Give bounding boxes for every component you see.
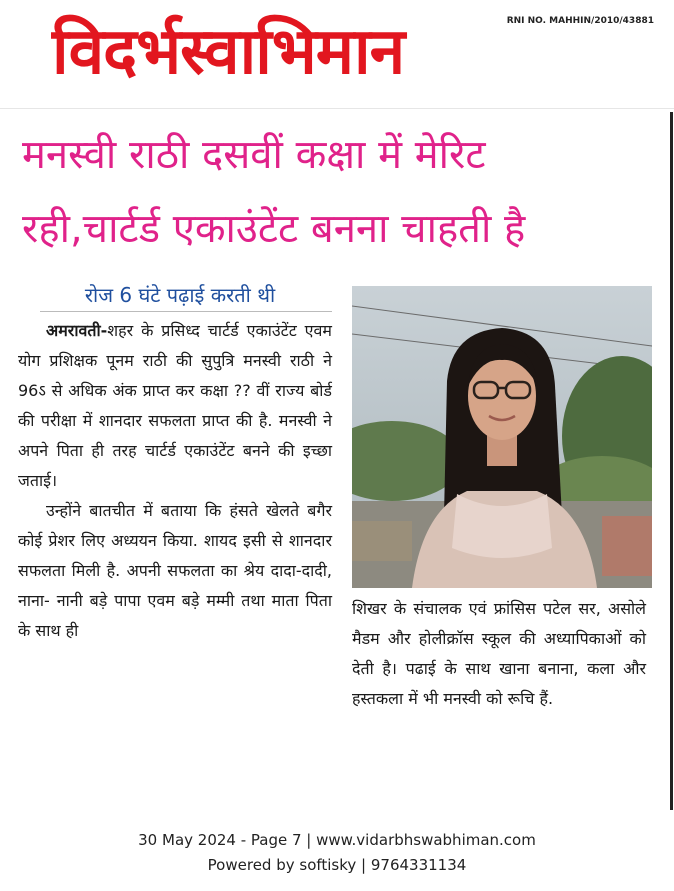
headline-line-2: रही,चार्टर्ड एकाउंटेंट बनना चाहती है (22, 206, 526, 252)
dateline: अमरावती- (46, 321, 108, 340)
article-photo (352, 286, 652, 588)
newspaper-logo-title: विदर्भस्वाभिमान (52, 15, 405, 89)
masthead (0, 0, 674, 108)
article-body-left-column (18, 316, 332, 646)
headline-line-1: मनस्वी राठी दसवीं कक्षा में मेरिट (22, 132, 486, 178)
article-kicker: रोज 6 घंटे पढ़ाई करती थी (84, 283, 276, 307)
paragraph-1-text: शहर के प्रसिध्द चार्टर्ड एकाउंटेंट एवम योग प्रशिक्षक पूनम राठी की सुपुत्रि मनस्वी राठी ने 96ऽ से अधिक अंक प्राप्त कर कक्षा ?? वीं राज्य बोर्ड की परीक्षा में शानदार सफलता प्राप्त की है. मनस्वी ने अपने पिता ही तरह चार्टर्ड एकाउंटेंट बनने की इच्छा जताई। (18, 321, 332, 490)
kicker-underline (40, 311, 332, 312)
article-headline (22, 118, 670, 266)
page-footer (0, 828, 674, 878)
footer-credits: Powered by softisky | 9764331134 (207, 856, 467, 874)
footer-date-site: 30 May 2024 - Page 7 | www.vidarbhswabhiman.com (138, 831, 536, 849)
paragraph-1 (18, 316, 332, 496)
portrait-of-girl-icon (352, 286, 652, 588)
column-rule (670, 112, 673, 810)
article-body-right-column: शिखर के संचालक एवं फ्रांसिस पटेल सर, असोले मैडम और होलीक्रॉस स्कूल की अध्यापिकाओं को देती है। पढाई के साथ खाना बनाना, कला और हस्तकला में भी मनस्वी को रूचि हैं. (352, 599, 646, 708)
paragraph-2: उन्होंने बातचीत में बताया कि हंसते खेलते बगैर कोई प्रेशर लिए अध्ययन किया. शायद इसी से शानदार सफलता मिली है. अपनी सफलता का श्रेय दादा-दादी, नाना- नानी बड़े पापा एवम बड़े मम्मी तथा माता पिता के साथ ही (18, 501, 332, 640)
masthead-divider (0, 108, 674, 109)
rni-number: RNI NO. MAHHIN/2010/43881 (506, 16, 654, 26)
